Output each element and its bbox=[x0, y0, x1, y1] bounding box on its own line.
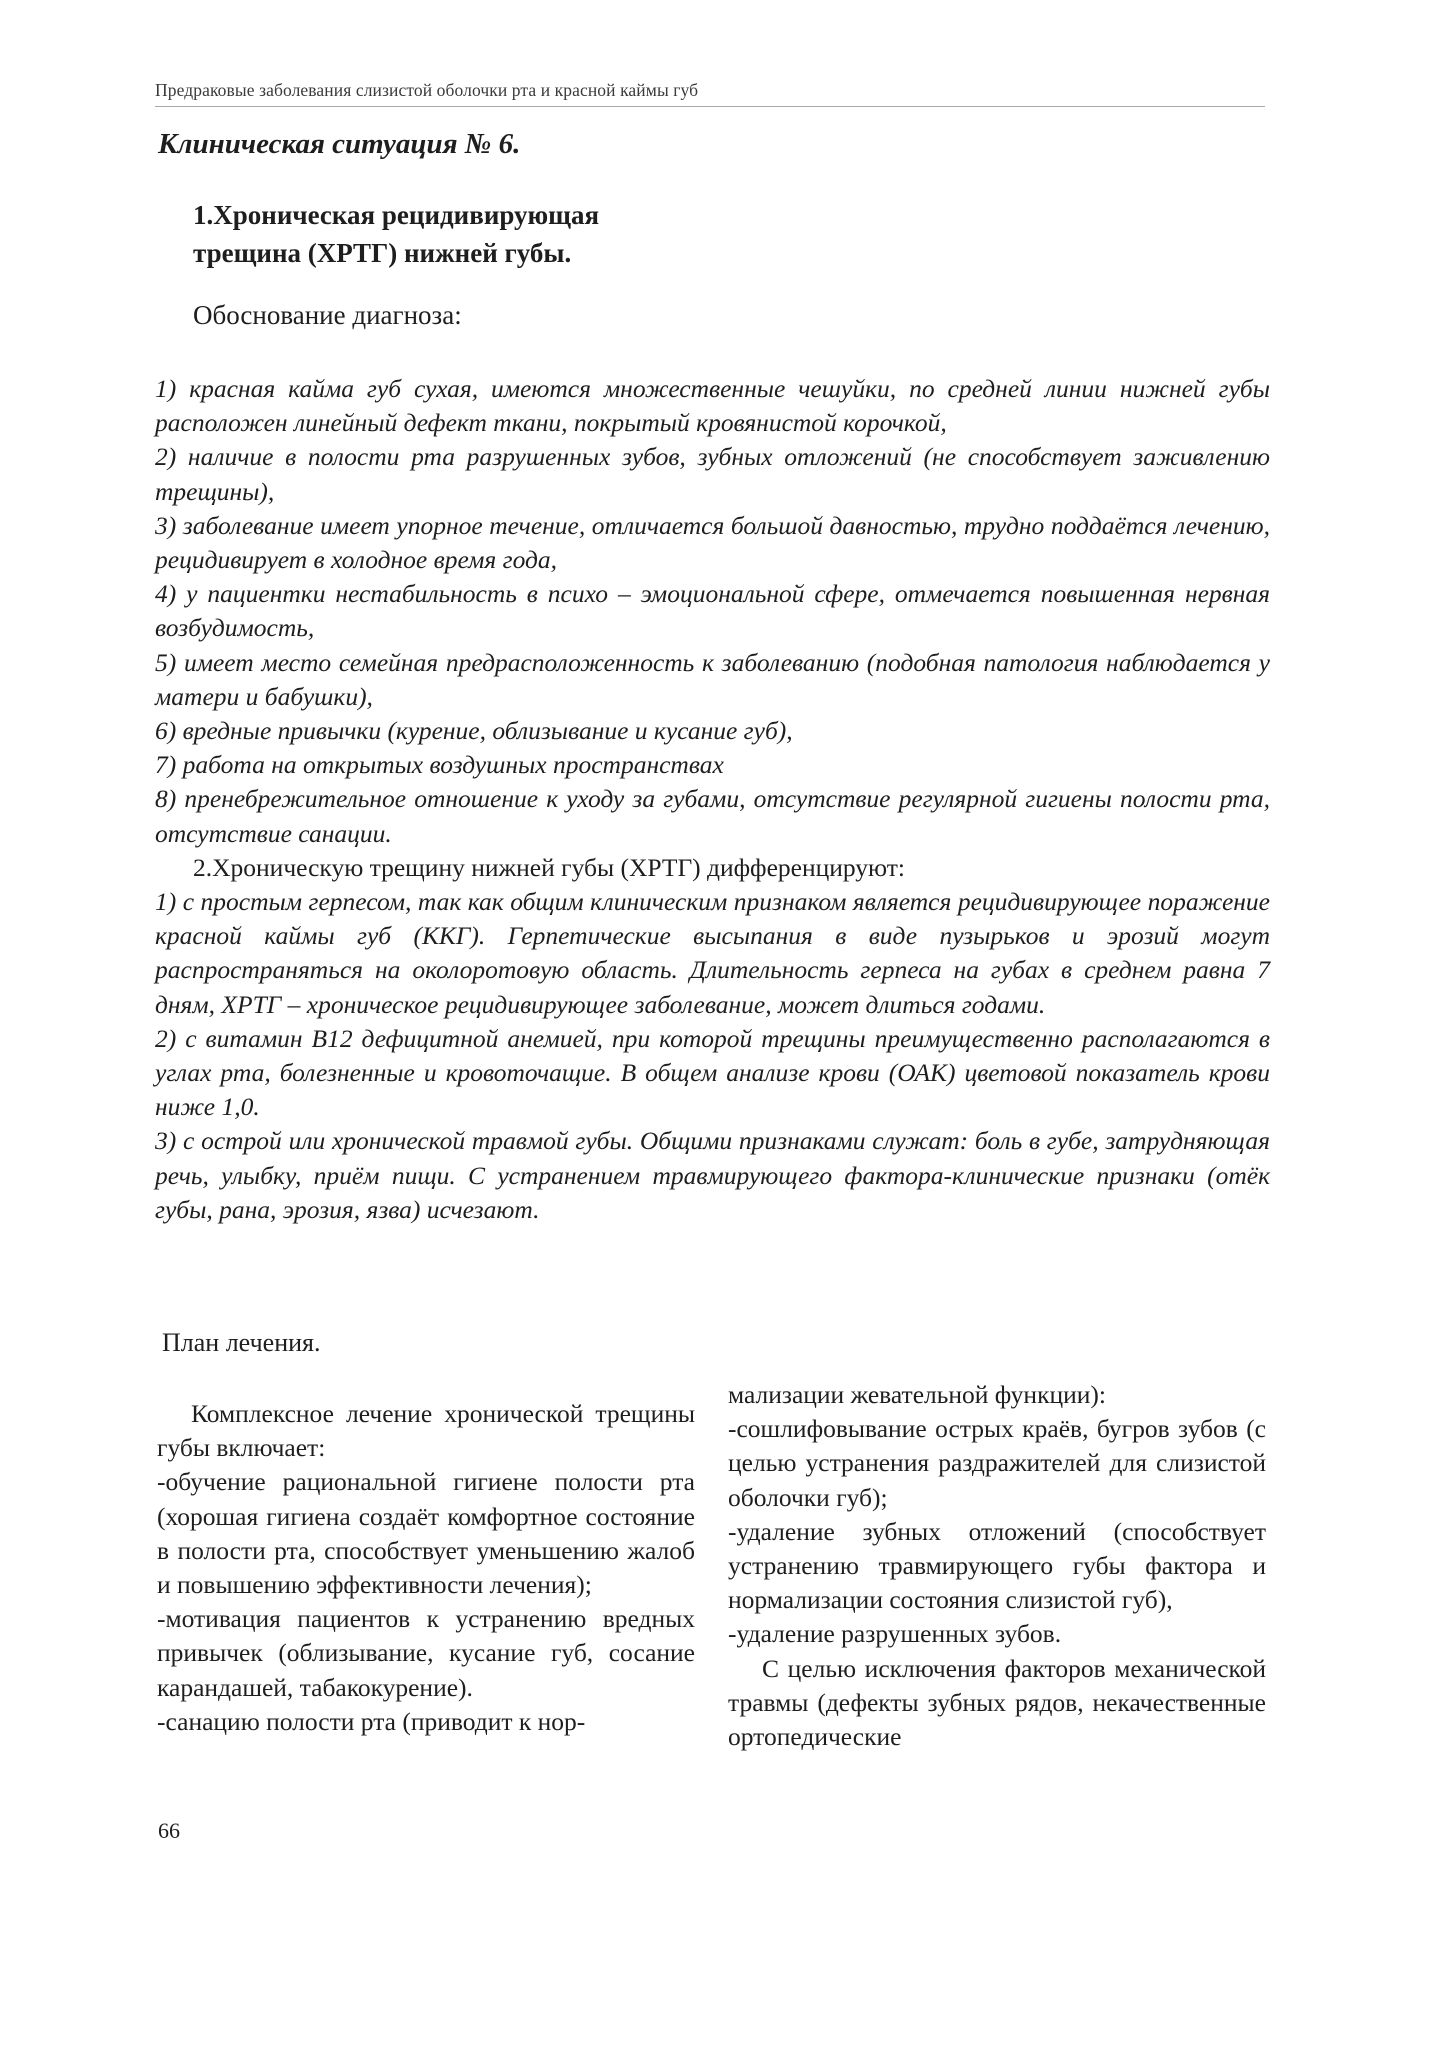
treatment-paragraph: Комплексное лечение хронической трещины губы включает: bbox=[157, 1399, 695, 1463]
rationale-item: 1) красная кайма губ сухая, имеются множественные чешуйки, по средней линии нижней губы расположен линейный дефект ткани, покрытый кровянистой корочкой, bbox=[155, 374, 1270, 438]
diagnosis-line-2: трещина (ХРТГ) нижней губы. bbox=[193, 238, 572, 268]
treatment-paragraph: -удаление зубных отложений (способствует устранению травмирующего губы фактора и нормализации состояния слизистой губ), bbox=[728, 1516, 1266, 1615]
rationale-item: 3) заболевание имеет упорное течение, отличается большой давностью, трудно поддаётся лечению, рецидивирует в холодное время года, bbox=[155, 510, 1270, 575]
rationale-item: 7) работа на открытых воздушных пространствах bbox=[155, 750, 724, 780]
header-rule bbox=[155, 106, 1265, 107]
treatment-paragraph: -удаление разрушенных зубов. bbox=[728, 1619, 1062, 1649]
diagnosis-heading bbox=[193, 196, 599, 272]
rationale-and-differential bbox=[155, 372, 1270, 1227]
rationale-item: 8) пренебрежительное отношение к уходу за губами, отсутствие регулярной гигиены полости рта, отсутствие санации. bbox=[155, 784, 1270, 848]
treatment-paragraph: С целью исключения факторов механической травмы (дефекты зубных рядов, некачественные ортопедические bbox=[728, 1653, 1266, 1752]
differential-item: 2) с витамин В12 дефицитной анемией, при которой трещины преимущественно располагаются в углах рта, болезненные и кровоточащие. В общем анализе крови (ОАК) цветовой показатель крови ниже 1,0. bbox=[155, 1023, 1270, 1122]
differential-item: 1) с простым герпесом, так как общим клиническим признаком является рецидивирующее поражение красной каймы губ (ККГ). Герпетические высыпания в виде пузырьков и эрозий могут распространяться на околоротовую область. Длительность герпеса на губах в среднем равна 7 дням, ХРТГ – хроническое рецидивирующее заболевание, может длиться годами. bbox=[155, 887, 1270, 1019]
treatment-paragraph: мализации жевательной функции): bbox=[728, 1380, 1106, 1409]
diagnosis-line-1: 1.Хроническая рецидивирующая bbox=[193, 200, 600, 230]
rationale-item: 5) имеет место семейная предрасположенность к заболеванию (подобная патология наблюдается у матери и бабушки), bbox=[155, 647, 1270, 711]
rationale-item: 6) вредные привычки (курение, облизывание и кусание губ), bbox=[155, 716, 793, 746]
treatment-left-column bbox=[157, 1397, 695, 1739]
running-header: Предраковые заболевания слизистой оболочки рта и красной каймы губ bbox=[155, 80, 699, 100]
rationale-heading: Обоснование диагноза: bbox=[193, 300, 462, 330]
differential-item: 3) с острой или хронической травмой губы. Общими признаками служат: боль в губе, затрудняющая речь, улыбку, приём пищи. С устранением травмирующего фактора-клинические признаки (отёк губы, рана, эрозия, язва) исчезают. bbox=[155, 1126, 1270, 1224]
differential-intro: 2.Хроническую трещину нижней губы (ХРТГ) дифференцируют: bbox=[193, 852, 905, 882]
treatment-paragraph: -обучение рациональной гигиене полости рта (хорошая гигиена создаёт комфортное состояние в полости рта, способствует уменьшению жалоб и повышению эффективности лечения); bbox=[157, 1467, 695, 1600]
situation-title: Клиническая ситуация № 6. bbox=[158, 128, 521, 160]
rationale-item: 4) у пациентки нестабильность в психо – эмоциональной сфере, отмечается повышенная нервная возбудимость, bbox=[155, 579, 1270, 643]
treatment-paragraph: -мотивация пациентов к устранению вредных привычек (облизывание, кусание губ, сосание карандашей, табакокурение). bbox=[157, 1604, 695, 1702]
rationale-item: 2) наличие в полости рта разрушенных зубов, зубных отложений (не способствует заживлению трещины), bbox=[155, 442, 1270, 506]
treatment-heading: План лечения. bbox=[162, 1328, 321, 1357]
page-number: 66 bbox=[158, 1818, 180, 1843]
treatment-paragraph: -санацию полости рта (приводит к нор- bbox=[157, 1706, 586, 1736]
treatment-right-column bbox=[728, 1378, 1266, 1754]
treatment-paragraph: -сошлифовывание острых краёв, бугров зубов (с целью устранения раздражителей для слизистой оболочки губ); bbox=[728, 1414, 1266, 1512]
